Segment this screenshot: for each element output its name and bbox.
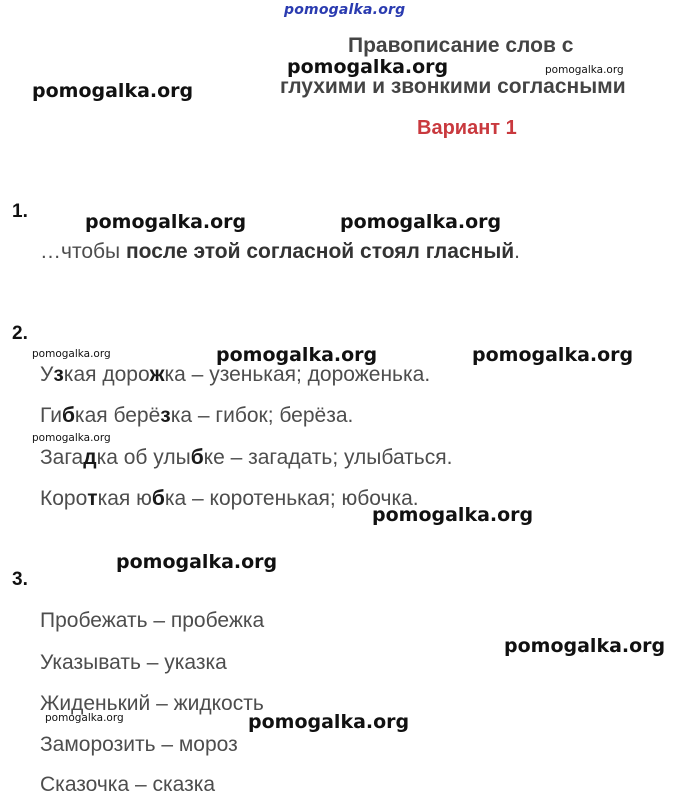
watermark: pomogalka.org — [545, 64, 624, 76]
task2-line — [40, 363, 430, 387]
text-segment: ка – гибок; берёза. — [170, 404, 354, 427]
watermark: pomogalka.org — [32, 432, 111, 444]
text-segment: Зага — [40, 446, 84, 469]
task-number: 3. — [12, 569, 28, 590]
highlighted-letter: з — [53, 363, 64, 386]
highlighted-letter: з — [160, 404, 171, 427]
text-segment: кая ю — [97, 487, 152, 510]
task2-line — [40, 487, 419, 511]
task-number: 2. — [12, 323, 28, 344]
title-line-1: Правописание слов с — [348, 34, 574, 57]
highlighted-letter: ж — [149, 363, 165, 386]
watermark: pomogalka.org — [504, 635, 666, 657]
text-segment: кая доро — [63, 363, 150, 386]
task2-line — [40, 446, 452, 470]
highlighted-letter: б — [190, 446, 204, 469]
watermark: pomogalka.org — [116, 551, 278, 573]
text-segment: ка – узенькая; дороженька. — [164, 363, 431, 386]
watermark: pomogalka.org — [248, 711, 410, 733]
text-segment: ка об улы — [96, 446, 191, 469]
watermark: pomogalka.org — [85, 211, 247, 233]
task3-line: Заморозить – мороз — [40, 733, 238, 756]
watermark: pomogalka.org — [216, 344, 378, 366]
text-segment: У — [40, 363, 54, 386]
task1-suffix: . — [514, 240, 521, 263]
watermark: pomogalka.org — [372, 504, 534, 526]
task1-answer — [40, 240, 520, 264]
task3-line: Жиденький – жидкость — [40, 692, 264, 715]
watermark: pomogalka.org — [287, 56, 449, 78]
watermark: pomogalka.org — [45, 712, 124, 724]
task-number: 1. — [12, 201, 28, 222]
highlighted-letter: д — [83, 446, 97, 469]
text-segment: Коро — [40, 487, 88, 510]
text-segment: кая берё — [74, 404, 161, 427]
watermark: pomogalka.org — [340, 211, 502, 233]
text-segment: ке – загадать; улыбаться. — [203, 446, 453, 469]
watermark: pomogalka.org — [472, 344, 634, 366]
watermark: pomogalka.org — [32, 348, 111, 360]
task3-line: Пробежать – пробежка — [40, 609, 265, 632]
task1-bold: после этой согласной стоял гласный — [125, 240, 515, 263]
text-segment: ка – коротенькая; юбочка. — [164, 487, 419, 510]
highlighted-letter: б — [61, 404, 75, 427]
watermark: pomogalka.org — [32, 80, 194, 102]
highlighted-letter: б — [151, 487, 165, 510]
watermark: pomogalka.org — [284, 2, 406, 18]
task1-prefix: …чтобы — [40, 240, 126, 263]
highlighted-letter: т — [87, 487, 98, 510]
text-segment: Ги — [40, 404, 62, 427]
task2-line — [40, 404, 353, 428]
variant-label: Вариант 1 — [417, 117, 517, 139]
title-line-2: глухими и звонкими согласными — [280, 75, 626, 98]
task3-line: Указывать – указка — [40, 651, 227, 674]
task3-line: Сказочка – сказка — [40, 773, 216, 796]
